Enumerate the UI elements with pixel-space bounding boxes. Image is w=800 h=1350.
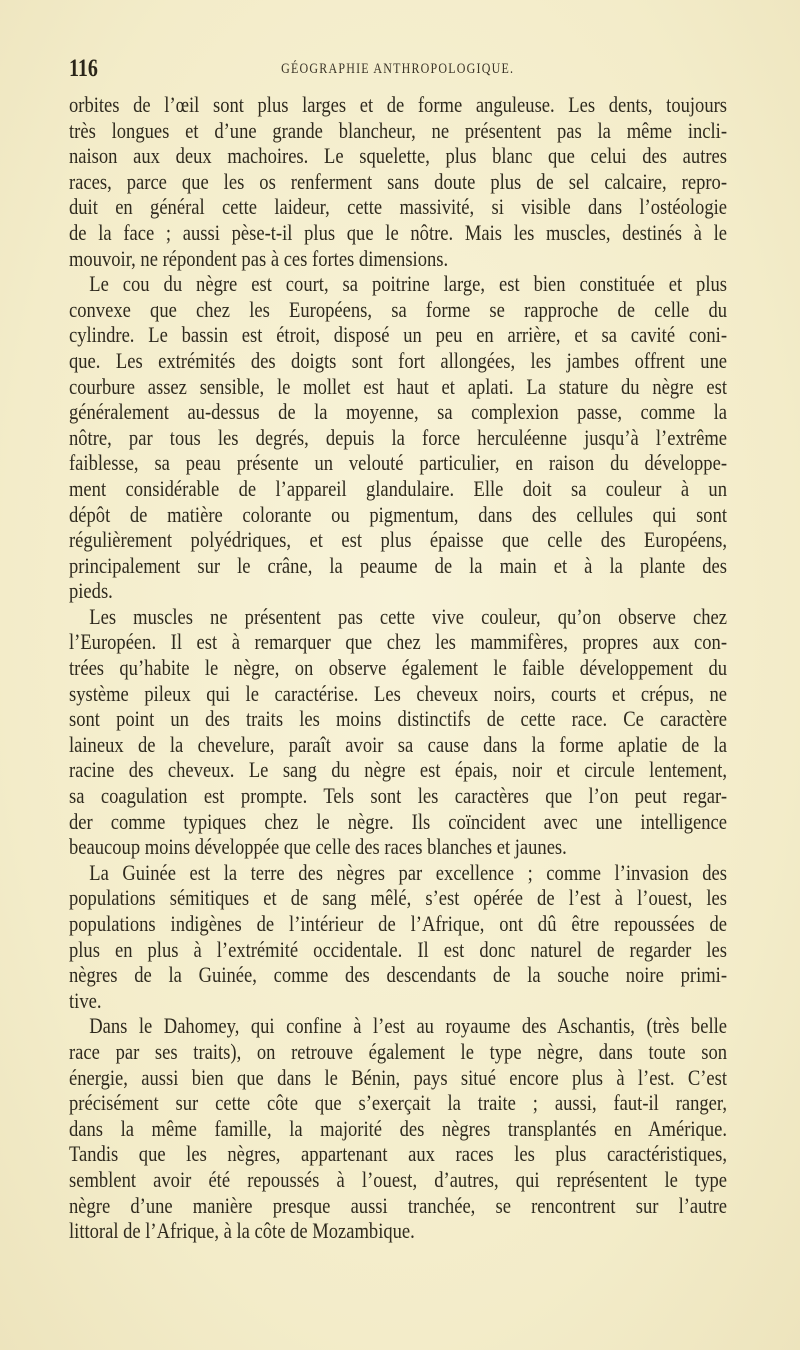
text-line: der comme typiques chez le nègre. Ils coïncident avec une intelligence xyxy=(69,808,728,834)
text-line: race par ses traits), on retrouve également le type nègre, dans toute son xyxy=(69,1038,728,1064)
text-line: duit en général cette laideur, cette massivité, si visible dans l’ostéologie xyxy=(69,194,728,220)
text-line: Les muscles ne présentent pas cette vive couleur, qu’on observe chez xyxy=(89,603,728,629)
text-line: naison aux deux machoires. Le squelette, plus blanc que celui des autres xyxy=(69,143,728,169)
text-line: Dans le Dahomey, qui confine à l’est au royaume des Aschantis, (très belle xyxy=(89,1013,728,1039)
text-line: régulièrement polyédriques, et est plus épaisse que celle des Européens, xyxy=(69,527,728,553)
text-line: racine des cheveux. Le sang du nègre est épais, noir et circule lentement, xyxy=(69,757,728,783)
text-line: cylindre. Le bassin est étroit, disposé un peu en arrière, et sa cavité coni- xyxy=(69,322,728,348)
text-line: sont point un des traits les moins distinctifs de cette race. Ce caractère xyxy=(69,706,728,732)
text-line: tive. xyxy=(69,987,102,1013)
text-line: orbites de l’œil sont plus larges et de forme anguleuse. Les dents, toujours xyxy=(69,92,728,117)
text-line: très longues et d’une grande blancheur, ne présentent pas la même incli- xyxy=(69,117,728,143)
text-line: laineux de la chevelure, paraît avoir sa cause dans la forme aplatie de la xyxy=(69,731,728,757)
text-line: beaucoup moins développée que celle des races blanches et jaunes. xyxy=(69,834,567,860)
text-line: sa coagulation est prompte. Tels sont les caractères que l’on peut regar- xyxy=(69,783,728,809)
page-header xyxy=(69,55,727,83)
text-line: La Guinée est la terre des nègres par excellence ; comme l’invasion des xyxy=(89,859,728,885)
page-number: 116 xyxy=(69,55,98,82)
text-line: précisément sur cette côte que s’exerçait la traite ; aussi, faut-il ranger, xyxy=(69,1090,728,1116)
text-line: principalement sur le crâne, la peaume de la main et à la plante des xyxy=(69,552,728,578)
text-line: plus en plus à l’extrémité occidentale. Il est donc naturel de regarder les xyxy=(69,936,728,962)
paragraph xyxy=(69,604,727,860)
text-line: généralement au-dessus de la moyenne, sa complexion passe, comme la xyxy=(69,399,728,425)
text-line: dans la même famille, la majorité des nègres transplantés en Amérique. xyxy=(69,1115,728,1141)
text-line: que. Les extrémités des doigts sont fort allongées, les jambes offrent une xyxy=(69,347,728,373)
paragraph xyxy=(69,860,727,1014)
running-title-text: GÉOGRAPHIE ANTHROPOLOGIQUE. xyxy=(281,61,515,77)
text-line: mouvoir, ne répondent pas à ces fortes dimensions. xyxy=(69,245,449,271)
running-title xyxy=(69,61,727,78)
text-line: faiblesse, sa peau présente un velouté particulier, en raison du développe- xyxy=(69,450,728,476)
text-line: courbure assez sensible, le mollet est haut et aplati. La stature du nègre est xyxy=(69,373,728,399)
text-line: Le cou du nègre est court, sa poitrine large, est bien constituée et plus xyxy=(89,271,728,297)
text-line: nègre d’une manière presque aussi tranchée, se rencontrent sur l’autre xyxy=(69,1192,728,1218)
text-line: pieds. xyxy=(69,578,113,604)
text-line: ment considérable de l’appareil glandulaire. Elle doit sa couleur à un xyxy=(69,475,728,501)
text-line: populations sémitiques et de sang mêlé, s’est opérée de l’est à l’ouest, les xyxy=(69,885,728,911)
text-line: système pileux qui le caractérise. Les cheveux noirs, courts et crépus, ne xyxy=(69,680,728,706)
text-line: littoral de l’Afrique, à la côte de Mozambique. xyxy=(69,1218,415,1244)
text-line: populations indigènes de l’intérieur de l’Afrique, ont dû être repoussées de xyxy=(69,911,728,936)
text-line: nôtre, par tous les degrés, depuis la force herculéenne jusqu’à l’extrême xyxy=(69,424,728,450)
paragraph xyxy=(69,92,727,271)
text-line: convexe que chez les Européens, sa forme se rapproche de celle du xyxy=(69,296,728,322)
text-line: dépôt de matière colorante ou pigmentum, dans des cellules qui sont xyxy=(69,501,728,527)
text-line: énergie, aussi bien que dans le Bénin, pays situé encore plus à l’est. C’est xyxy=(69,1064,728,1090)
paragraph xyxy=(69,271,727,604)
text-line: races, parce que les os renferment sans doute plus de sel calcaire, repro- xyxy=(69,168,728,194)
paragraph xyxy=(69,1013,727,1243)
text-line: Tandis que les nègres, appartenant aux races les plus caractéristiques, xyxy=(69,1141,728,1167)
text-line: trées qu’habite le nègre, on observe également le faible développement du xyxy=(69,655,728,681)
text-line: semblent avoir été repoussés à l’ouest, d’autres, qui représentent le type xyxy=(69,1166,728,1192)
text-line: l’Européen. Il est à remarquer que chez les mammifères, propres aux con- xyxy=(69,629,728,655)
body-text xyxy=(69,92,727,1244)
text-line: nègres de la Guinée, comme des descendants de la souche noire primi- xyxy=(69,962,728,988)
text-line: de la face ; aussi pèse-t-il plus que le nôtre. Mais les muscles, destinés à le xyxy=(69,219,728,245)
